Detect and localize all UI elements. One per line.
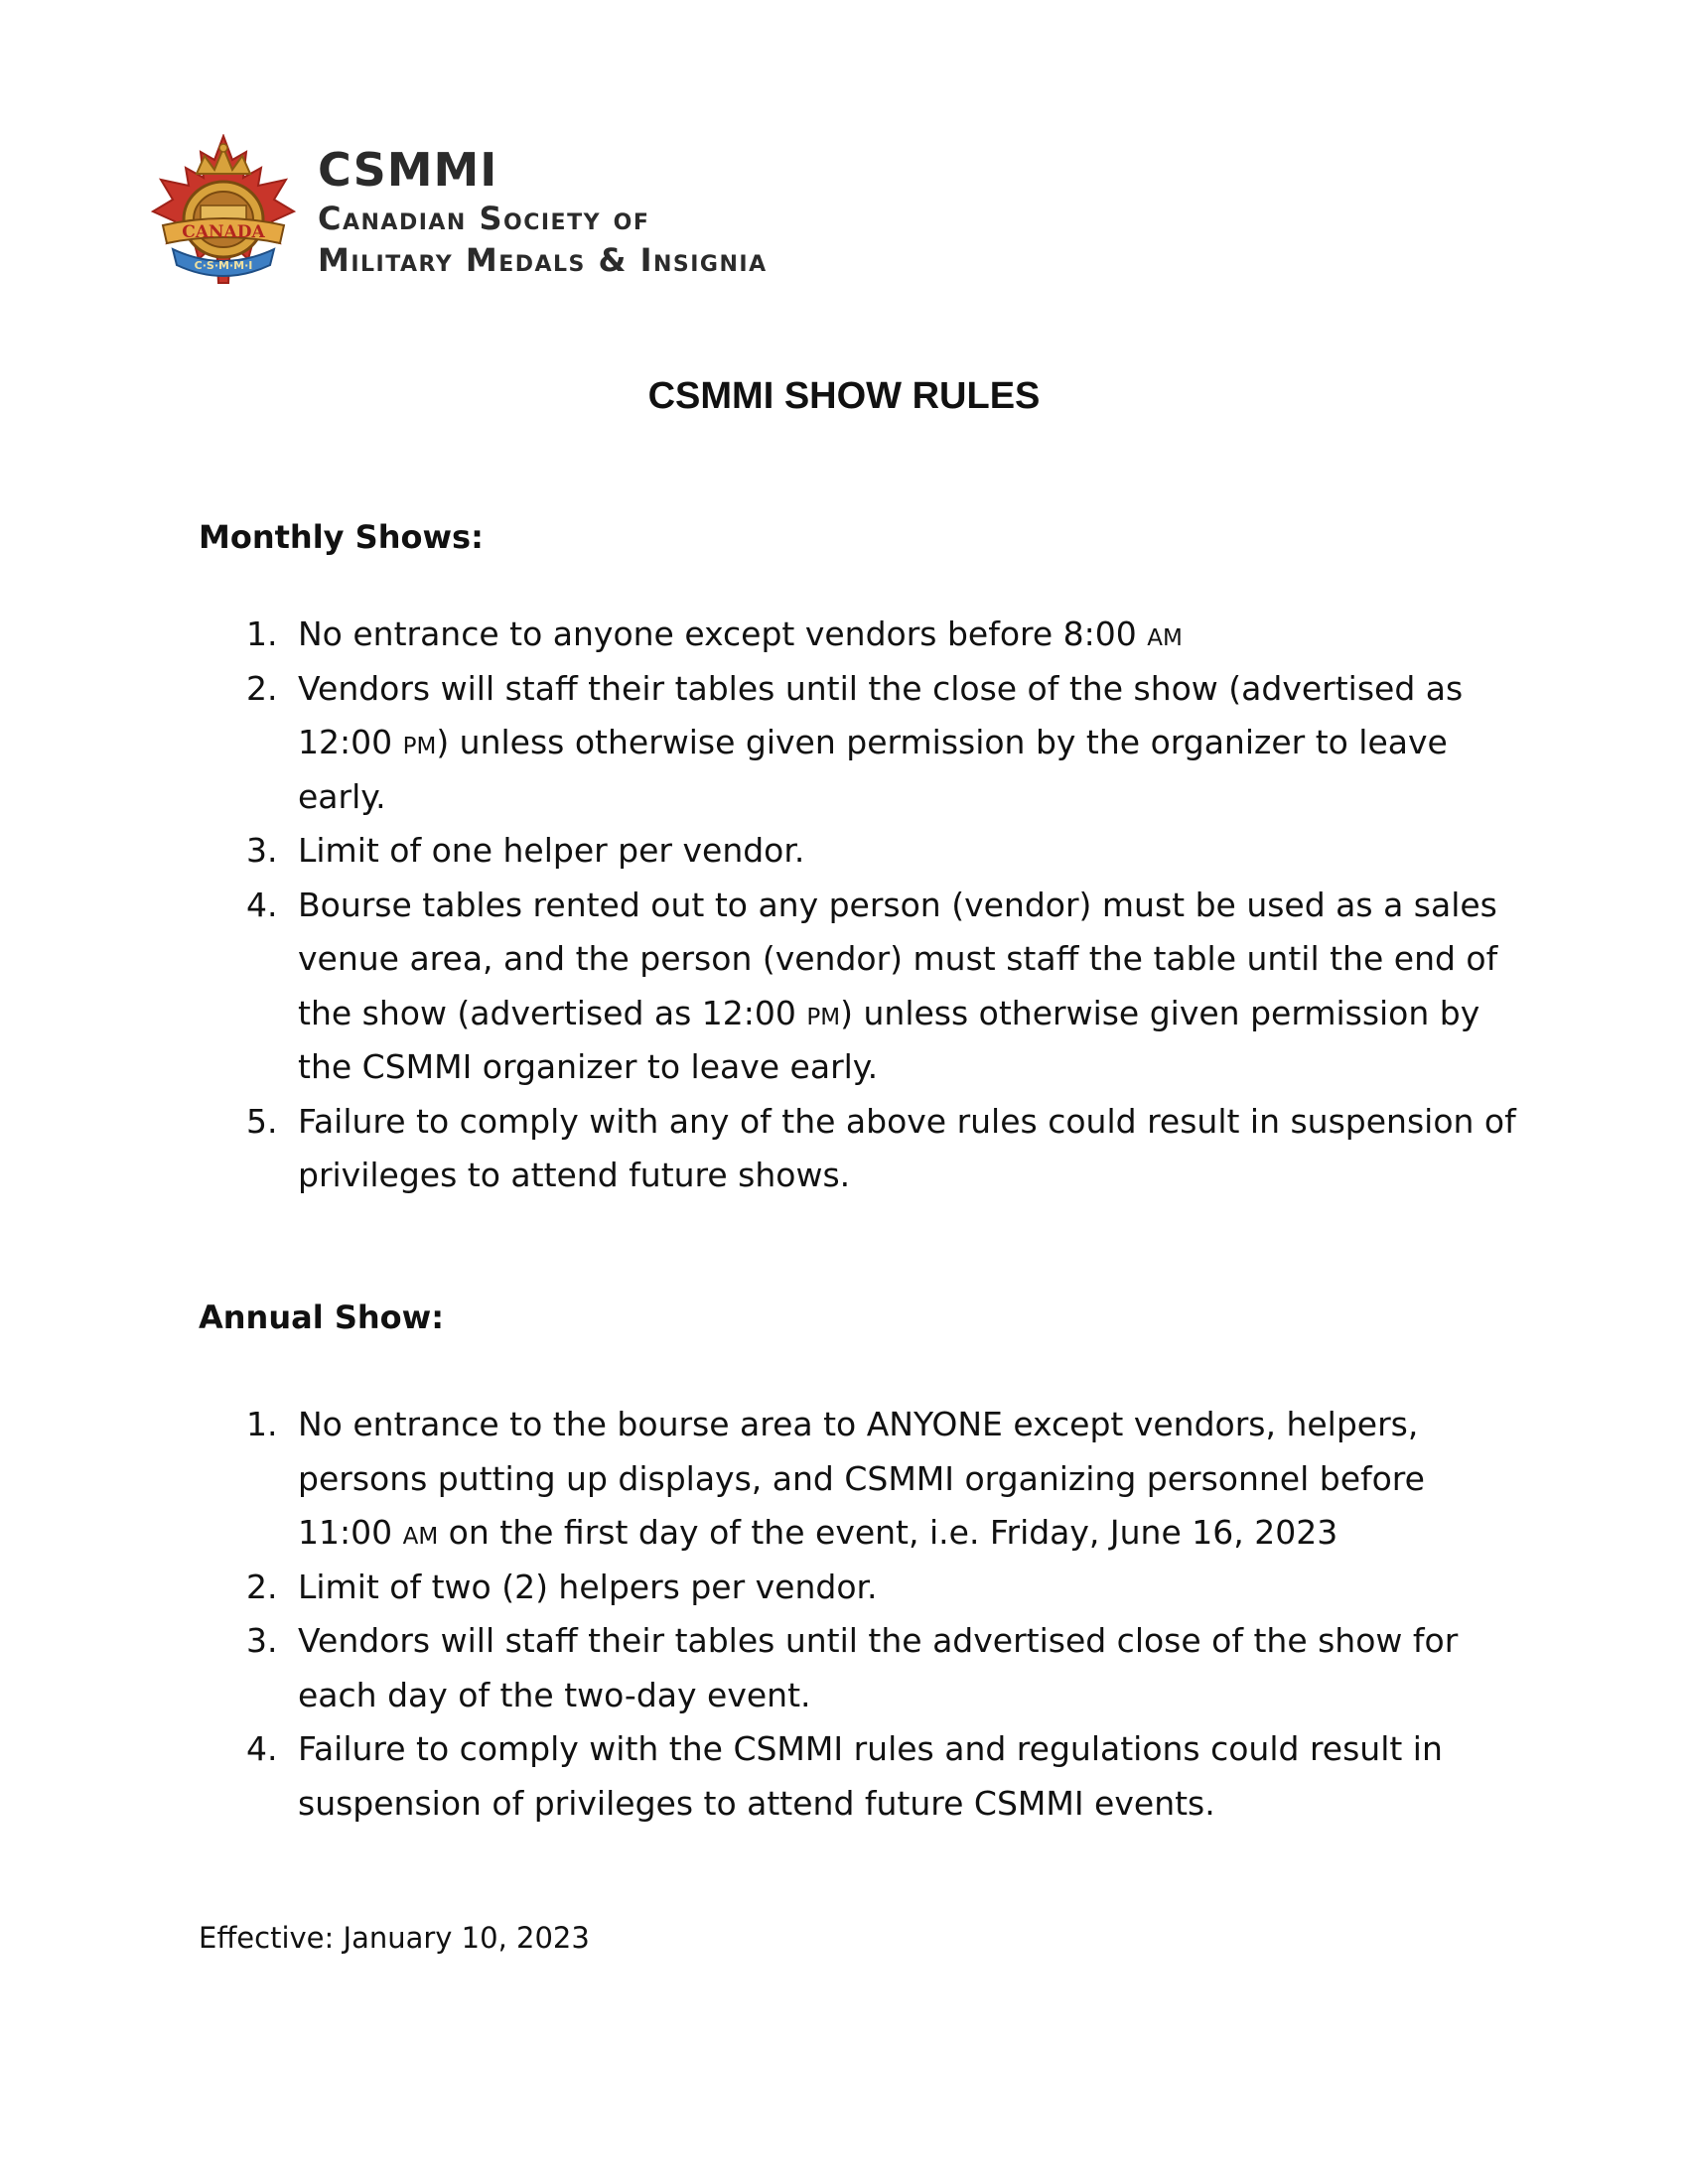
logo-ribbon-text: C·S·M·M·I (194, 259, 253, 272)
rule-text-part: on the first day of the event, i.e. Friday, June 16, 2023 (438, 1513, 1338, 1552)
list-item-text (298, 1398, 1519, 1561)
list-item-number: 2. (246, 1567, 278, 1606)
monthly-rules-list (199, 608, 1519, 1203)
list-item-number: 4. (246, 885, 278, 924)
list-item-text (298, 1561, 1519, 1615)
list-item (199, 1561, 1519, 1615)
list-item-number: 3. (246, 831, 278, 870)
list-item-text (298, 608, 1519, 662)
rule-text-part: Limit of two (2) helpers per vendor. (298, 1567, 878, 1606)
list-item (199, 662, 1519, 825)
list-item-number: 2. (246, 668, 278, 708)
rule-text-part: Limit of one helper per vendor. (298, 831, 805, 870)
rule-text-part: Vendors will staff their tables until the close of the show (advertised as 12:00 (298, 668, 1464, 761)
time-suffix: am (402, 1513, 439, 1552)
rule-text-part: No entrance to anyone except vendors before 8:00 (298, 614, 1148, 653)
time-suffix: pm (402, 723, 437, 761)
rule-text-part: No entrance to the bourse area to ANYONE except vendors, helpers, persons putting up displays, and CSMMI organizing personnel before 11:00 (298, 1405, 1425, 1552)
rule-text-part: Bourse tables rented out to any person (vendor) must be used as a sales venue area, and the person (vendor) must staff the table until the end of the show (advertised as 12:00 (298, 885, 1498, 1032)
list-item (199, 1398, 1519, 1561)
list-item-text (298, 824, 1519, 879)
effective-date: Effective: January 10, 2023 (199, 1921, 590, 1955)
list-item (199, 824, 1519, 879)
list-item (199, 608, 1519, 662)
list-item-number: 5. (246, 1101, 278, 1141)
org-abbreviation: CSMMI (318, 143, 498, 197)
rule-text-part: Vendors will staff their tables until the advertised close of the show for each day of the two-day event. (298, 1621, 1459, 1714)
csmmi-logo-icon (149, 134, 298, 293)
list-item-text (298, 662, 1519, 825)
list-item-number: 4. (246, 1729, 278, 1768)
list-item-text (298, 1095, 1519, 1203)
list-item (199, 1095, 1519, 1203)
list-item-number: 1. (246, 614, 278, 653)
org-name-line-2: Military Medals & Insignia (318, 241, 768, 279)
organization-name (318, 142, 768, 281)
list-item (199, 1722, 1519, 1831)
list-item-number: 1. (246, 1405, 278, 1443)
logo-canada-text: CANADA (182, 222, 265, 242)
list-item-number: 3. (246, 1621, 278, 1660)
rule-text-part: ) unless otherwise given permission by the CSMMI organizer to leave early. (298, 993, 1480, 1086)
list-item (199, 1614, 1519, 1722)
rule-text-part: Failure to comply with any of the above rules could result in suspension of privileges to attend future shows. (298, 1101, 1516, 1194)
list-item (199, 879, 1519, 1095)
rule-text-part: Failure to comply with the CSMMI rules and regulations could result in suspension of privileges to attend future CSMMI events. (298, 1729, 1443, 1823)
annual-show-heading: Annual Show: (199, 1298, 444, 1336)
rule-text-part: ) unless otherwise given permission by the organizer to leave early. (298, 723, 1448, 816)
time-suffix: am (1147, 614, 1183, 653)
page-title: CSMMI SHOW RULES (647, 375, 1041, 417)
org-name-line-1: Canadian Society of (318, 200, 650, 237)
annual-rules-list (199, 1398, 1519, 1831)
monthly-shows-heading: Monthly Shows: (199, 518, 484, 556)
list-item-text (298, 1722, 1519, 1831)
list-item-text (298, 879, 1519, 1095)
time-suffix: pm (806, 993, 841, 1032)
letterhead (149, 134, 768, 293)
list-item-text (298, 1614, 1519, 1722)
